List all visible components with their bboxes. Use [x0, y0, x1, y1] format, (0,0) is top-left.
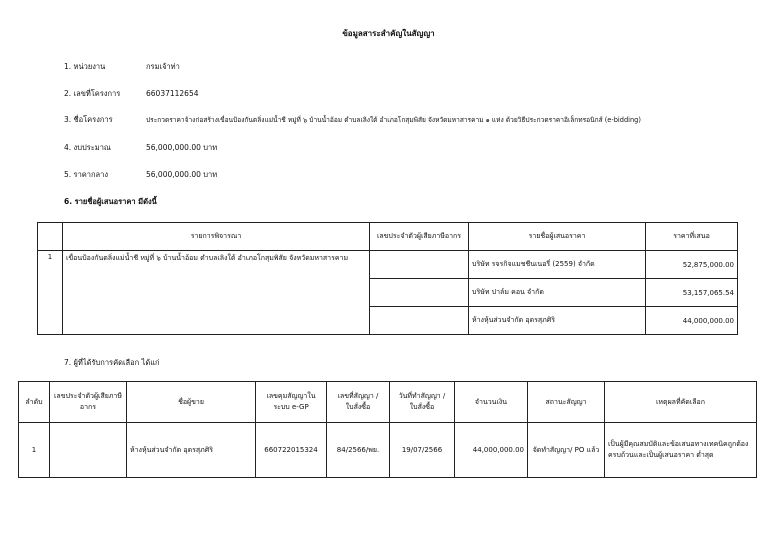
project-name-label: 3. ชื่อโครงการ	[64, 115, 113, 124]
agency-value: กรมเจ้าท่า	[146, 62, 180, 71]
bidder-name: บริษัท รจรกิจแมชชีนเนอรี่ (2559) จำกัด	[469, 251, 646, 279]
header-blank	[38, 223, 63, 251]
contract-date: 19/07/2566	[390, 423, 455, 478]
bidder-name: ห้างหุ้นส่วนจำกัด อุดรสุภศิริ	[469, 307, 646, 335]
bidders-header-row	[38, 223, 738, 251]
bidder-name: บริษัท ปาล์ม คอน จำกัด	[469, 279, 646, 307]
budget-row	[64, 142, 217, 154]
table-row	[19, 423, 757, 478]
project-id-value: 66037112654	[146, 89, 199, 98]
bidders-table	[37, 222, 738, 335]
tax-id-cell	[370, 279, 469, 307]
project-id-row	[64, 88, 199, 100]
header-status: สถานะสัญญา	[528, 382, 605, 423]
header-egp: เลขคุมสัญญาในระบบ e-GP	[256, 382, 327, 423]
section6-title: 6. รายชื่อผู้เสนอราคา มีดังนี้	[64, 197, 157, 206]
tax-id-cell	[50, 423, 127, 478]
header-price: ราคาที่เสนอ	[646, 223, 738, 251]
vendor-name: ห้างหุ้นส่วนจำกัด อุดรสุภศิริ	[127, 423, 256, 478]
bid-price: 53,157,065.54	[646, 279, 738, 307]
item-description: เขื่อนป้องกันตลิ่งแม่น้ำชี หมู่ที่ ๖ บ้านน้ำอ้อม ตำบลเลิงใต้ อำเภอโกสุมพิสัย จังหวัดมหาสารคาม	[63, 251, 370, 335]
bid-price: 44,000,000.00	[646, 307, 738, 335]
section7-title: 7. ผู้ที่ได้รับการคัดเลือก ได้แก่	[64, 358, 160, 367]
agency-row	[64, 61, 180, 73]
selected-header-row	[19, 382, 757, 423]
header-reason: เหตุผลที่คัดเลือก	[605, 382, 757, 423]
header-tax-id: เลขประจำตัวผู้เสียภาษีอากร	[370, 223, 469, 251]
contract-number: 84/2566/พย.	[327, 423, 390, 478]
header-date: วันที่ทำสัญญา / ใบสั่งซื้อ	[390, 382, 455, 423]
contract-status: จัดทำสัญญา/ PO แล้ว	[528, 423, 605, 478]
median-price-label: 5. ราคากลาง	[64, 170, 109, 179]
project-name-value: ประกวดราคาจ้างก่อสร้างเขื่อนป้องกันตลิ่งแม่น้ำชี หมู่ที่ ๖ บ้านน้ำอ้อม ตำบลเลิงใต้ อำเภอโกสุมพิสัย จังหวัดมหาสารคาม ๑ แห่ง ด้วยวิธีประกวดราคาอิเล็กทรอนิกส์ (e-bidding)	[146, 116, 641, 124]
project-id-label: 2. เลขที่โครงการ	[64, 89, 121, 98]
header-contract-no: เลขที่สัญญา / ใบสั่งซื้อ	[327, 382, 390, 423]
header-item: รายการพิจารณา	[63, 223, 370, 251]
project-name-row	[64, 114, 764, 126]
median-price-row	[64, 169, 217, 181]
header-tax-id: เลขประจำตัวผู้เสียภาษีอากร	[50, 382, 127, 423]
row-number: 1	[19, 423, 50, 478]
header-vendor: ชื่อผู้ขาย	[127, 382, 256, 423]
median-price-value: 56,000,000.00 บาท	[146, 170, 218, 179]
agency-label: 1. หน่วยงาน	[64, 62, 106, 71]
bid-price: 52,875,000.00	[646, 251, 738, 279]
tax-id-cell	[370, 251, 469, 279]
header-amount: จำนวนเงิน	[455, 382, 528, 423]
tax-id-cell	[370, 307, 469, 335]
budget-label: 4. งบประมาณ	[64, 143, 111, 152]
header-no: ลำดับ	[19, 382, 50, 423]
selection-reason: เป็นผู้มีคุณสมบัติและข้อเสนอทางเทคนิคถูกต้องครบถ้วนและเป็นผู้เสนอราคา ต่ำสุด	[605, 423, 757, 478]
budget-value: 56,000,000.00 บาท	[146, 143, 218, 152]
header-bidder: รายชื่อผู้เสนอราคา	[469, 223, 646, 251]
item-number: 1	[38, 251, 63, 335]
egp-number: 660722015324	[256, 423, 327, 478]
contract-amount: 44,000,000.00	[455, 423, 528, 478]
page-title: ข้อมูลสาระสำคัญในสัญญา	[342, 29, 435, 38]
table-row	[38, 251, 738, 279]
selected-table	[18, 381, 757, 478]
